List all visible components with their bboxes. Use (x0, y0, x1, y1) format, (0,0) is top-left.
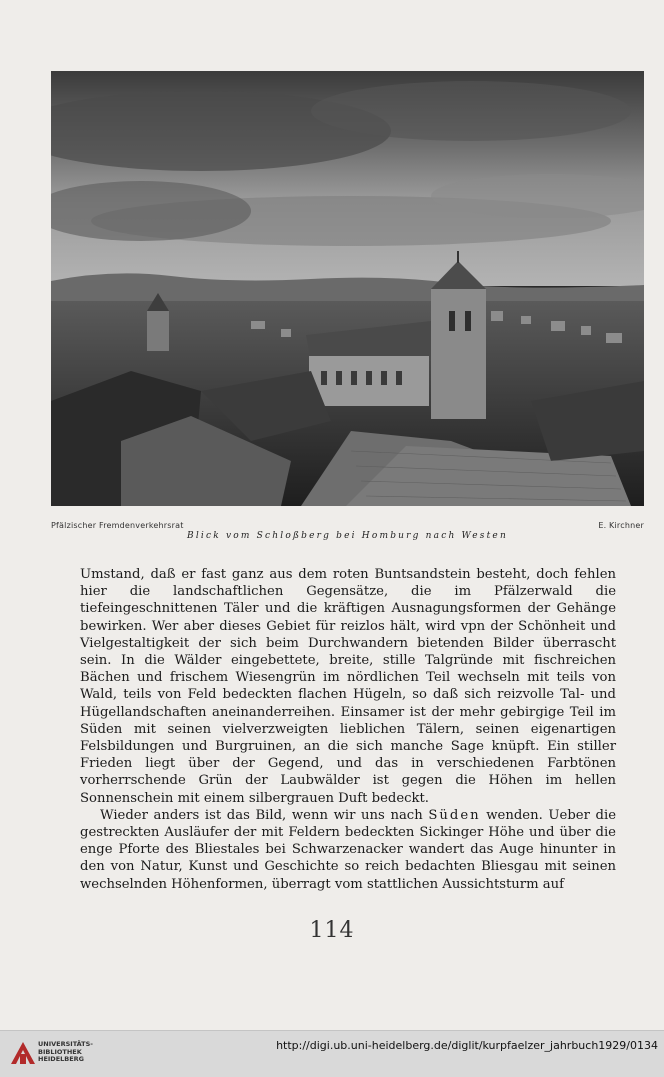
paragraph-1: Umstand, daß er fast ganz aus dem roten Buntsandstein besteht, doch fehlen hier die landschaftlichen Gegensätze, die im Pfälzerwald die tiefeingeschnittenen Täler und die kräftigen Ausnagungsformen der Gehänge bewirken. Wer aber dieses Gebiet für reizlos hält, wird vpn der Schönheit und Vielgestaltigkeit der sich beim Durchwandern bietenden Bilder überrascht sein. In die Wälder eingebettete, breite, stille Talgründe mit fischreichen Bächen und frischem Wiesengrün im nördlichen Teil wechseln mit teils von Wald, teils von Feld bedeckten flachen Hügeln, so daß sich reizvolle Tal- und Hügellandschaften aneinanderreihen. Einsamer ist der mehr gebirgige Teil im Süden mit seinen vielverzweigten lieblichen Tälern, seinen eigenartigen Felsbildungen und Burgruinen, an die sich manche Sage knüpft. Ein stiller Frieden liegt über der Gegend, und das in verschiedenen Farbtönen vorherrschende Grün der Laubwälder ist gegen die Höhen im hellen Sonnenschein mit einem silbergrauen Duft bedeckt. (80, 567, 616, 806)
photo-credit-left: Pfälzischer Fremdenverkehrsrat (51, 521, 184, 530)
logo-line-1: UNIVERSITÄTS- (38, 1040, 93, 1048)
document-url-link[interactable]: http://digi.ub.uni-heidelberg.de/diglit/kurpfaelzer_jahrbuch1929/0134 (276, 1039, 658, 1052)
paragraph-2-spaced-word: Süden (428, 807, 481, 823)
photo-illustration (51, 71, 644, 506)
page-number: 114 (309, 918, 355, 943)
photograph (51, 71, 644, 506)
photo-caption: Blick vom Schloßberg bei Homburg nach Westen (187, 531, 508, 541)
paragraph-2-part-1: Wieder anders ist das Bild, wenn wir uns nach (100, 807, 429, 823)
photo-credit-right: E. Kirchner (598, 521, 644, 530)
library-logo-icon[interactable] (8, 1037, 38, 1067)
footer-bar (0, 1030, 664, 1077)
logo-line-3: HEIDELBERG (38, 1055, 85, 1063)
paragraph-2 (80, 807, 616, 893)
logo-line-2: BIBLIOTHEK (38, 1047, 82, 1056)
library-logo-text[interactable] (38, 1041, 93, 1064)
paragraph-2-part-2: wenden. Ueber die gestreckten Ausläufer der mit Feldern bedeckten Sickinger Höhe und über die enge Pforte des Bliestales bei Schwarzenacker wandert das Auge hinunter in den von Natur, Kunst und Geschichte so reich bedachten Bliesgau mit seinen wechselnden Höhenformen, überragt vom stattlichen Aussichtsturm auf (80, 807, 616, 892)
body-text (80, 566, 616, 893)
